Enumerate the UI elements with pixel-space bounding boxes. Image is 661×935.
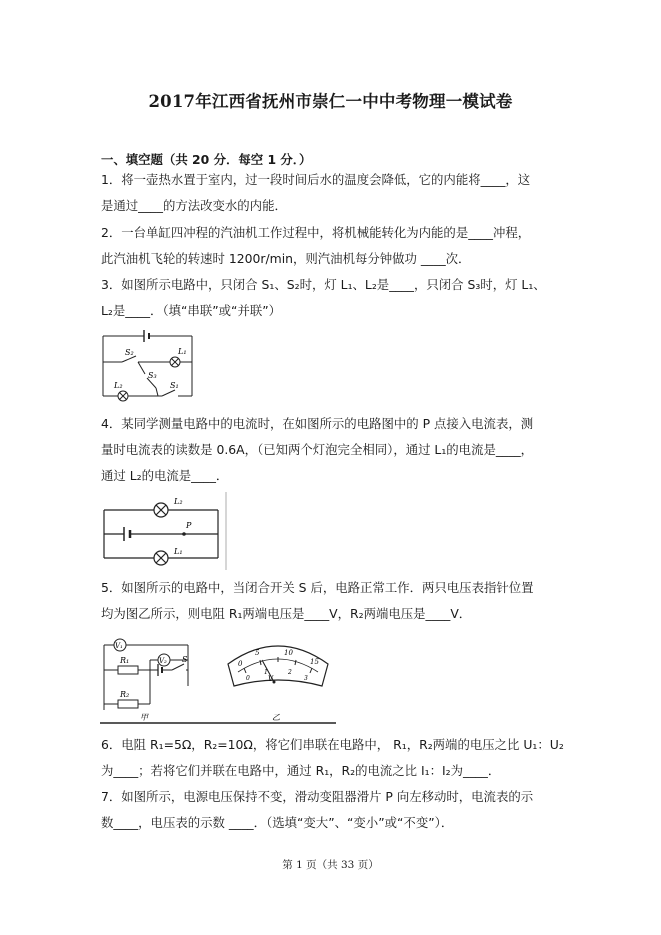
figure-q5-voltmeter xyxy=(222,634,334,726)
q3-line-2: L₂是____．（填“串联”或“并联”） xyxy=(101,303,282,318)
q5-line-2: 均为图乙所示，则电阻 R₁两端电压是____V，R₂两端电压是____V． xyxy=(101,606,472,621)
fig5-r1-label: R₁ xyxy=(120,656,130,665)
fig5-tick-bottom-2: 2 xyxy=(288,669,292,676)
fig3-l1-label: L₁ xyxy=(178,347,187,356)
q2-line-2: 此汽油机飞轮的转速时 1200r/min，则汽油机每分钟做功 ____次． xyxy=(101,251,471,266)
fig5-r2-label: R₂ xyxy=(120,690,130,699)
figure-q3-circuit xyxy=(100,326,220,406)
fig5-unit-label: V xyxy=(268,675,274,683)
q4-line-1: 4．某同学测量电路中的电流时，在如图所示的电路图中的 P 点接入电流表，测 xyxy=(101,416,534,431)
fig3-l2-label: L₂ xyxy=(114,381,123,390)
fig3-s2-label: S₂ xyxy=(125,348,134,357)
fig5-tick-top-2: 10 xyxy=(284,649,293,657)
q1-line-1: 1．将一壶热水置于室内，过一段时间后水的温度会降低，它的内能将____，这 xyxy=(101,172,531,187)
fig5-tick-bottom-0: 0 xyxy=(246,675,250,682)
fig5-label-jia: 甲 xyxy=(140,713,148,722)
page-footer: 第 1 页（共 33 页） xyxy=(282,859,379,871)
q4-line-2: 量时电流表的读数是 0.6A，（已知两个灯泡完全相同），通过 L₁的电流是____， xyxy=(101,442,534,457)
q6-line-1: 6．电阻 R₁=5Ω，R₂=10Ω，将它们串联在电路中， R₁，R₂两端的电压之比 U₁：U₂ xyxy=(101,737,564,752)
fig5-tick-top-0: 0 xyxy=(238,660,243,668)
fig5-v2-label: V₂ xyxy=(159,657,167,665)
fig3-s3-label: S₃ xyxy=(148,371,157,380)
q2-line-1: 2．一台单缸四冲程的汽油机工作过程中，将机械能转化为内能的是____冲程， xyxy=(101,225,531,240)
fig5-tick-top-1: 5 xyxy=(255,649,260,657)
fig5-label-yi: 乙 xyxy=(272,713,280,722)
fig5-tick-bottom-3: 3 xyxy=(304,675,308,682)
fig5-tick-bottom-1: 1 xyxy=(264,669,268,676)
section-heading: 一、填空题（共 20 分．每空 1 分．） xyxy=(101,152,312,167)
fig5-s-label: S xyxy=(182,655,188,664)
fig5-v1-label: V₁ xyxy=(115,642,123,650)
q5-line-1: 5．如图所示的电路中，当闭合开关 S 后，电路正常工作．两只电压表指针位置 xyxy=(101,580,534,595)
q4-line-3: 通过 L₂的电流是____． xyxy=(101,468,229,483)
q7-line-2: 数____，电压表的示数 ____．（选填“变大”、“变小”或“不变”）． xyxy=(101,815,454,830)
q6-line-2: 为____；若将它们并联在电路中，通过 R₁，R₂的电流之比 I₁：I₂为____． xyxy=(101,763,501,778)
fig4-l1-label: L₁ xyxy=(174,547,183,556)
fig5-tick-top-3: 15 xyxy=(310,658,319,666)
figure-q4-circuit xyxy=(100,492,240,572)
fig3-s1-label: S₁ xyxy=(170,381,179,390)
fig4-p-label: P xyxy=(186,521,192,530)
fig4-l2-label: L₂ xyxy=(174,497,183,506)
q1-line-2: 是通过____的方法改变水的内能． xyxy=(101,198,287,213)
page-title: 2017年江西省抚州市崇仁一中中考物理一模试卷 xyxy=(148,92,513,111)
q3-line-1: 3．如图所示电路中，只闭合 S₁、S₂时，灯 L₁、L₂是____，只闭合 S₃时，灯 L₁、 xyxy=(101,277,546,292)
q7-line-1: 7．如图所示，电源电压保持不变，滑动变阻器滑片 P 向左移动时，电流表的示 xyxy=(101,789,534,804)
